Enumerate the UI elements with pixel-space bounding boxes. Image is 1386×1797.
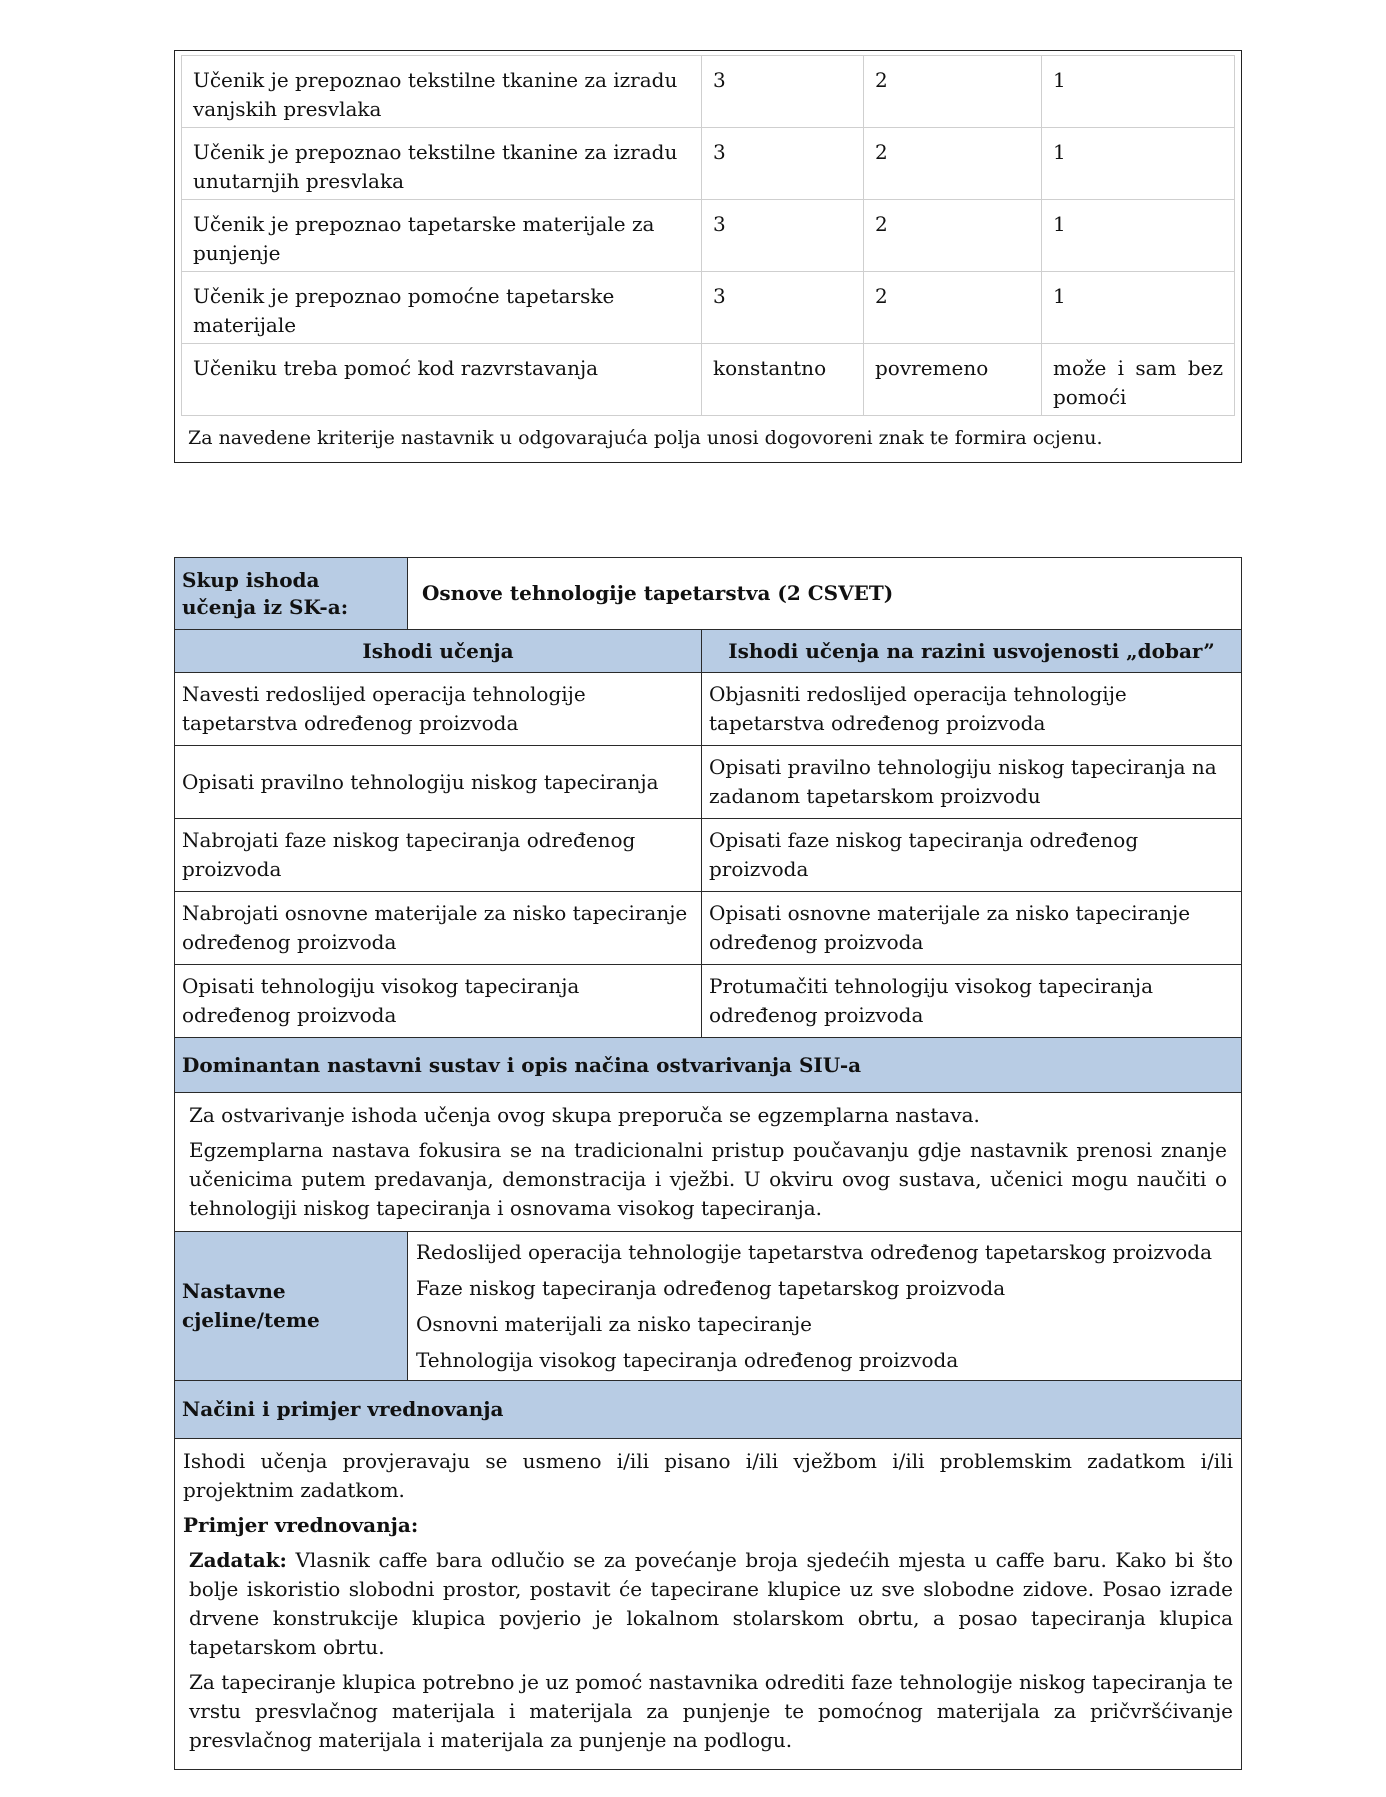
score-cell: 3 xyxy=(702,56,864,128)
score-cell: povremeno xyxy=(864,344,1042,416)
header-outcomes: Ishodi učenja xyxy=(175,630,702,673)
criterion-cell: Učenik je prepoznao tapetarske materijale za punjenje xyxy=(182,200,702,272)
score-cell: 1 xyxy=(1042,200,1235,272)
score-cell: može i sam bez pomoći xyxy=(1042,344,1235,416)
evaluation-header: Načini i primjer vrednovanja xyxy=(175,1381,1242,1439)
score-cell: 1 xyxy=(1042,272,1235,344)
score-cell: 3 xyxy=(702,200,864,272)
score-cell: 1 xyxy=(1042,56,1235,128)
set-row xyxy=(175,558,1242,630)
task-label: Zadatak: xyxy=(189,1548,287,1572)
topic-item: Osnovni materijali za nisko tapeciranje xyxy=(416,1312,812,1336)
topics-label: Nastavne cjeline/teme xyxy=(175,1232,408,1381)
table-row xyxy=(182,128,1235,200)
criterion-cell: Učenik je prepoznao tekstilne tkanine za izradu unutarnjih presvlaka xyxy=(182,128,702,200)
evaluation-row xyxy=(175,1439,1242,1770)
topic-item: Tehnologija visokog tapeciranja određenog proizvoda xyxy=(416,1348,959,1372)
table-row xyxy=(175,673,1242,746)
outcome-good-cell: Opisati osnovne materijale za nisko tapeciranje određenog proizvoda xyxy=(702,892,1242,965)
table-row xyxy=(175,819,1242,892)
paragraph: Za ostvarivanje ishoda učenja ovog skupa preporuča se egzemplarna nastava. xyxy=(189,1103,980,1127)
score-cell: 2 xyxy=(864,128,1042,200)
topics-row xyxy=(175,1232,1242,1381)
section-header-row xyxy=(175,1381,1242,1439)
outcome-good-cell: Objasniti redoslijed operacija tehnologije tapetarstva određenog proizvoda xyxy=(702,673,1242,746)
score-cell: 2 xyxy=(864,56,1042,128)
example-label: Primjer vrednovanja: xyxy=(183,1513,419,1537)
score-cell: 3 xyxy=(702,128,864,200)
table-row xyxy=(175,892,1242,965)
topic-item: Faze niskog tapeciranja određenog tapetarskog proizvoda xyxy=(416,1276,1006,1300)
table-row xyxy=(182,344,1235,416)
score-cell: 2 xyxy=(864,200,1042,272)
outcome-good-cell: Protumačiti tehnologiju visokog tapeciranja određenog proizvoda xyxy=(702,965,1242,1038)
siu-table xyxy=(174,557,1242,1770)
score-cell: 3 xyxy=(702,272,864,344)
outcome-good-cell: Opisati faze niskog tapeciranja određenog proizvoda xyxy=(702,819,1242,892)
rubric-table xyxy=(174,50,1242,463)
table-row xyxy=(175,746,1242,819)
task-paragraph xyxy=(183,1546,1233,1662)
rubric-note: Za navedene kriterije nastavnik u odgovarajuća polja unosi dogovoreni znak te formira ocjenu. xyxy=(188,427,1103,449)
table-row xyxy=(182,56,1235,128)
section-header-row xyxy=(175,1038,1242,1093)
task-followup: Za tapeciranje klupica potrebno je uz pomoć nastavnika odrediti faze tehnologije niskog tapeciranja te vrstu presvlačnog materijala i materijala za punjenje te pomoćnog materijala za pričvršćivanje presvlačnog materijala i materijala za punjenje na podlogu. xyxy=(189,1670,1233,1752)
criterion-cell: Učeniku treba pomoć kod razvrstavanja xyxy=(182,344,702,416)
table-row xyxy=(182,200,1235,272)
topics-list xyxy=(408,1232,1242,1381)
outcome-cell: Nabrojati osnovne materijale za nisko tapeciranje određenog proizvoda xyxy=(175,892,702,965)
outcome-cell: Navesti redoslijed operacija tehnologije tapetarstva određenog proizvoda xyxy=(175,673,702,746)
outcome-cell: Opisati pravilno tehnologiju niskog tapeciranja xyxy=(175,746,702,819)
score-cell: konstantno xyxy=(702,344,864,416)
criterion-cell: Učenik je prepoznao pomoćne tapetarske materijale xyxy=(182,272,702,344)
score-cell: 1 xyxy=(1042,128,1235,200)
table-row xyxy=(182,272,1235,344)
topic-item: Redoslijed operacija tehnologije tapetarstva određenog tapetarskog proizvoda xyxy=(416,1240,1213,1264)
set-label: Skup ishoda učenja iz SK-a: xyxy=(175,558,408,630)
outcome-cell: Opisati tehnologiju visokog tapeciranja određenog proizvoda xyxy=(175,965,702,1038)
column-header-row xyxy=(175,630,1242,673)
header-outcomes-good: Ishodi učenja na razini usvojenosti „dobar” xyxy=(702,630,1242,673)
task-text: Vlasnik caffe bara odlučio se za povećanje broja sjedećih mjesta u caffe baru. Kako bi što bolje iskoristio slobodni prostor, postavit će tapecirane klupice uz sve slobodne zidove. Posao izrade drvene konstrukcije klupica povjerio je lokalnom stolarskom obrtu, a posao tapeciranja klupica tapetarskom obrtu. xyxy=(189,1548,1233,1659)
teaching-system-header: Dominantan nastavni sustav i opis načina ostvarivanja SIU-a xyxy=(175,1038,1242,1093)
set-title: Osnove tehnologije tapetarstva (2 CSVET) xyxy=(408,558,1242,630)
table-row xyxy=(175,965,1242,1038)
teaching-system-text xyxy=(175,1093,1242,1232)
score-cell: 2 xyxy=(864,272,1042,344)
paragraph: Egzemplarna nastava fokusira se na tradicionalni pristup poučavanju gdje nastavnik prenosi znanje učenicima putem predavanja, demonstracija i vježbi. U okviru ovog sustava, učenici mogu naučiti o tehnologiji niskog tapeciranja i osnovama visokog tapeciranja. xyxy=(189,1138,1227,1220)
outcome-good-cell: Opisati pravilno tehnologiju niskog tapeciranja na zadanom tapetarskom proizvodu xyxy=(702,746,1242,819)
evaluation-intro: Ishodi učenja provjeravaju se usmeno i/ili pisano i/ili vježbom i/ili problemskim zadatkom i/ili projektnim zadatkom. xyxy=(183,1449,1233,1502)
outcome-cell: Nabrojati faze niskog tapeciranja određenog proizvoda xyxy=(175,819,702,892)
criterion-cell: Učenik je prepoznao tekstilne tkanine za izradu vanjskih presvlaka xyxy=(182,56,702,128)
teaching-system-row xyxy=(175,1093,1242,1232)
evaluation-content xyxy=(175,1439,1242,1770)
